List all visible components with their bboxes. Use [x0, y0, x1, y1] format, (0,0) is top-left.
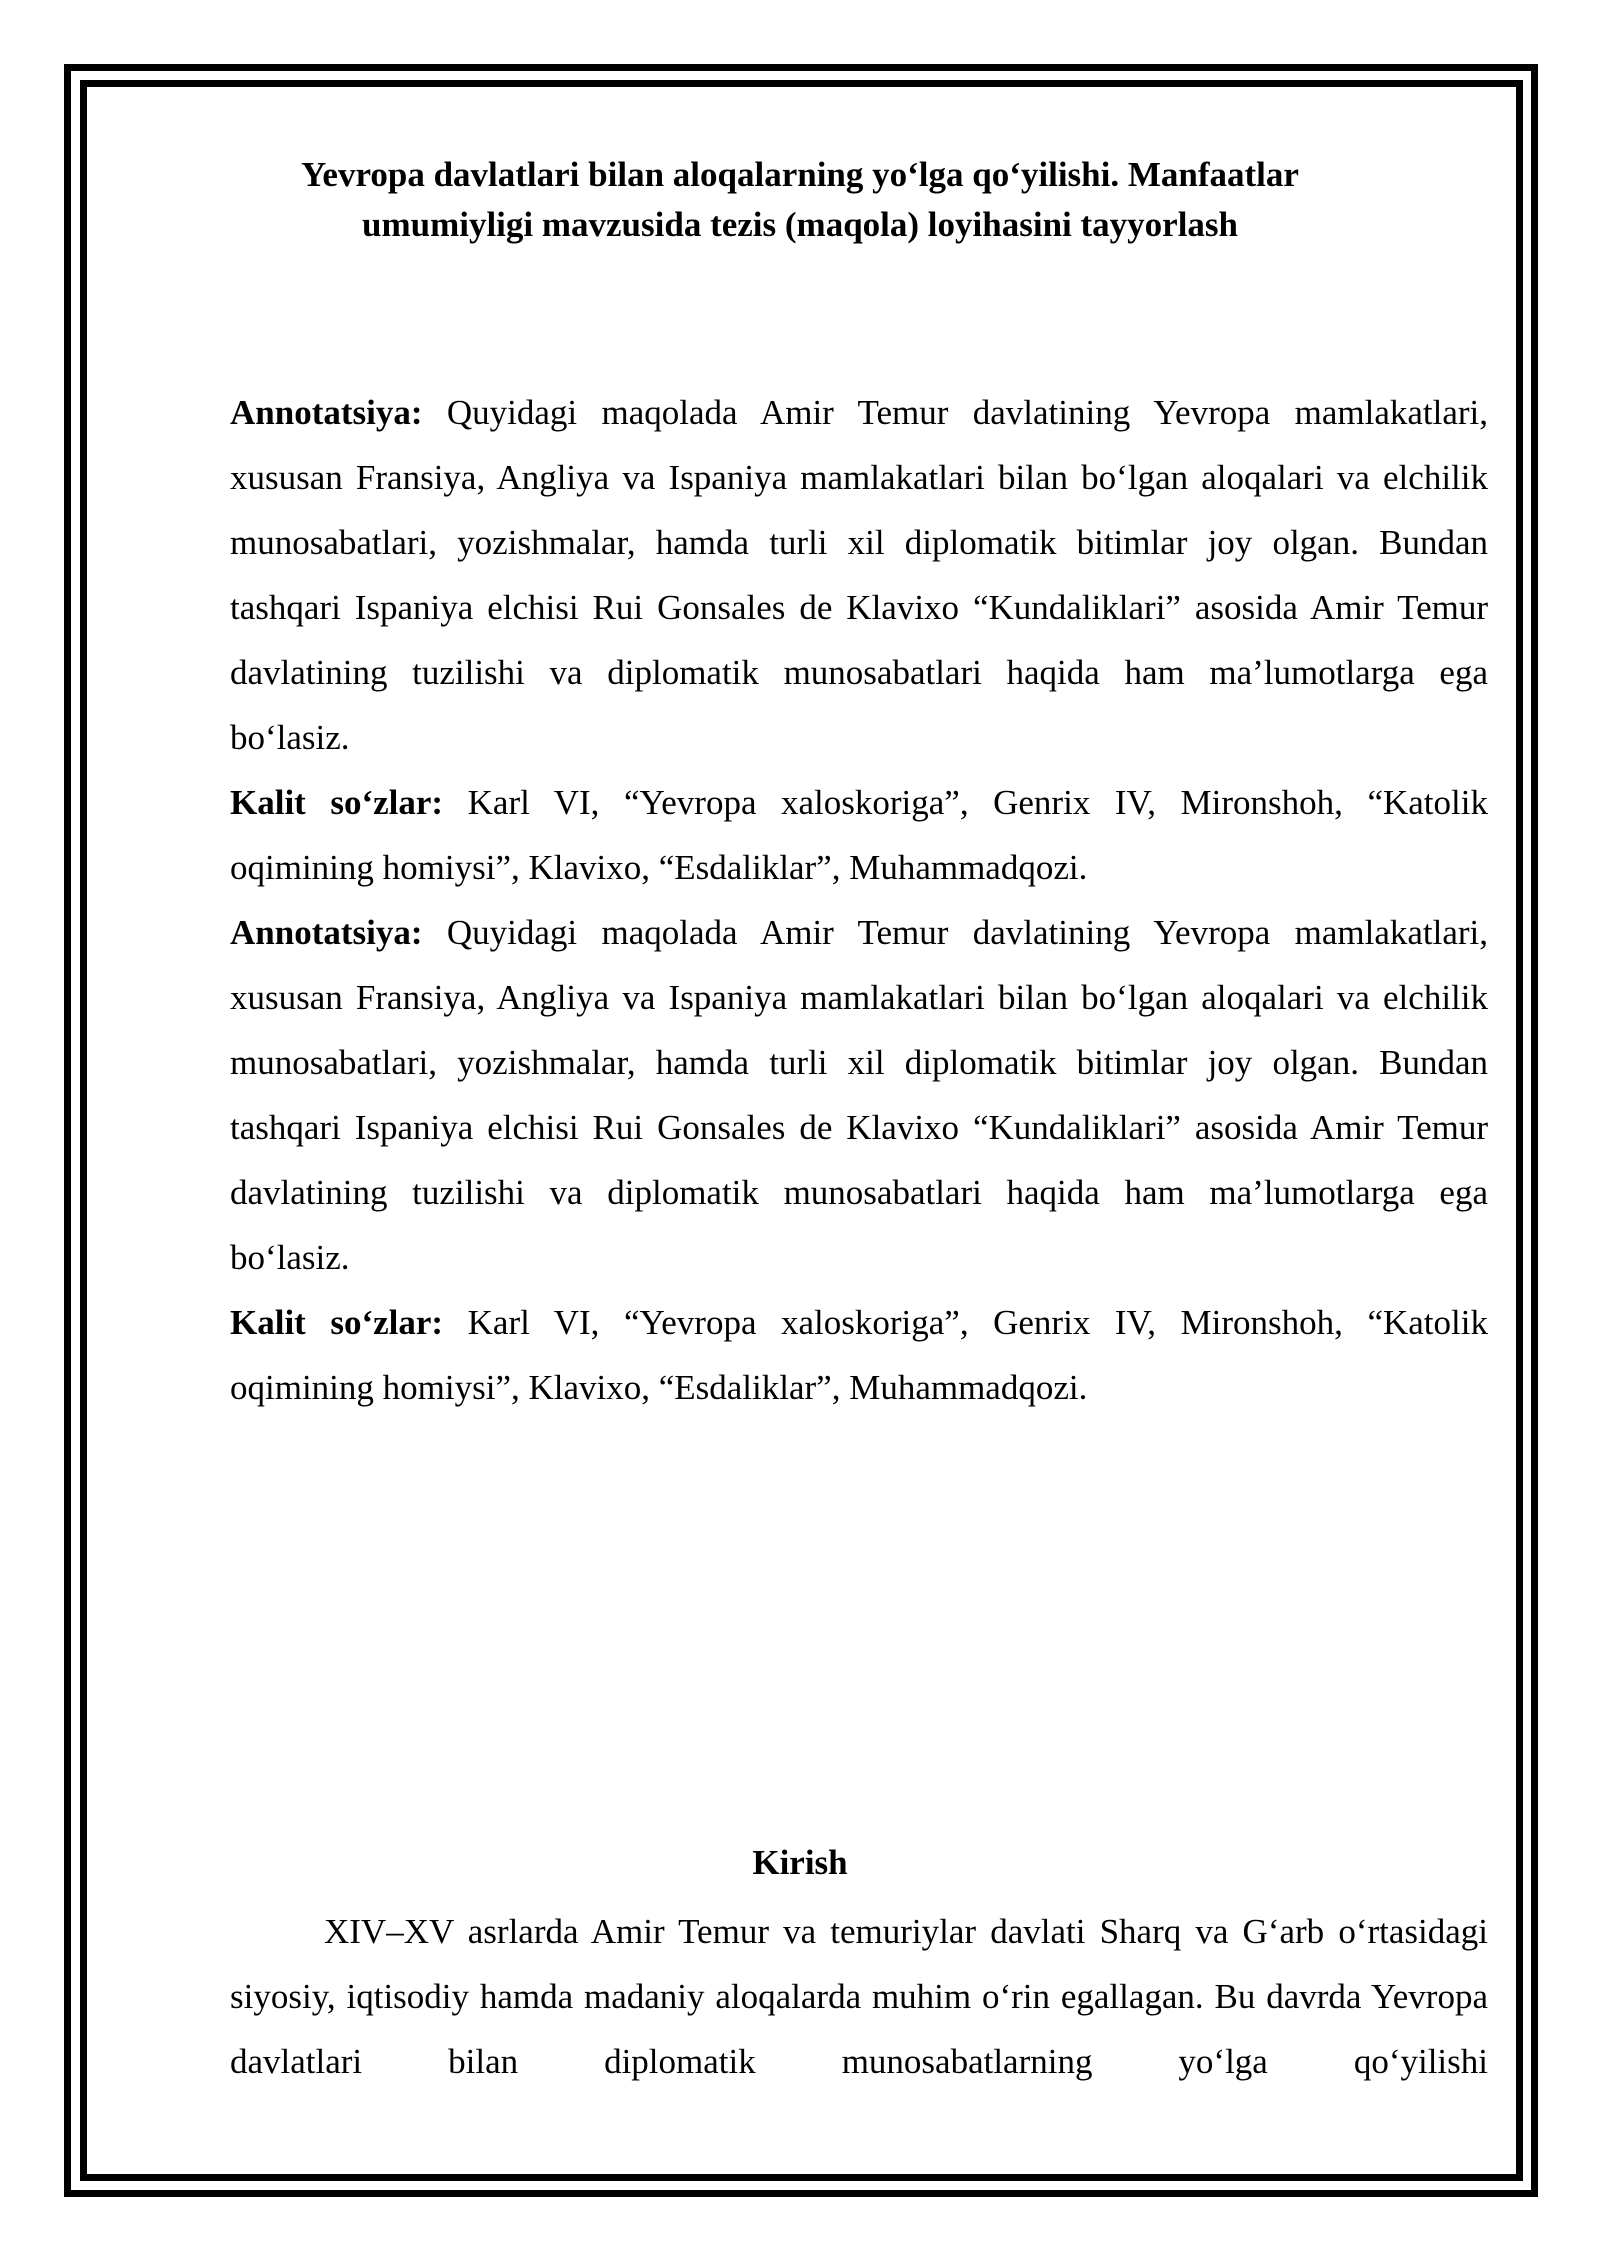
- annotation-paragraph: [230, 380, 1488, 770]
- document-title: Yevropa davlatlari bilan aloqalarning yo‘lga qo‘yilishi. Manfaatlar umumiyligi mavzusida tezis (maqola) loyihasini tayyorlash: [301, 155, 1299, 244]
- annotation-text: Quyidagi maqolada Amir Temur davlatining Yevropa mamlakatlari, xususan Fransiya, Angliya va Ispaniya mamlakatlari bilan bo‘lgan aloqalari va elchilik munosabatlari, yozishmalar, hamda turli xil diplomatik bitimlar joy olgan. Bundan tashqari Ispaniya elchisi Rui Gonsales de Klavixo “Kundaliklari” asosida Amir Temur davlatining tuzilishi va diplomatik munosabatlari haqida ham ma’lumotlarga ega bo‘lasiz.: [230, 913, 1488, 1277]
- section-heading: Kirish: [752, 1843, 848, 1882]
- intro-paragraph: XIV–XV asrlarda Amir Temur va temuriylar davlati Sharq va G‘arb o‘rtasidagi siyosiy, iqtisodiy hamda madaniy aloqalarda muhim o‘rin egallagan. Bu davrda Yevropa davlatlari bilan diplomatik munosabatlarning yo‘lga qo‘yilishi: [230, 1912, 1488, 2081]
- keywords-text: Karl VI, “Yevropa xaloskoriga”, Genrix IV, Mironshoh, “Katolik oqimining homiysi”, Klavixo, “Esdaliklar”, Muhammadqozi.: [230, 783, 1488, 887]
- annotation-label: Annotatsiya:: [230, 913, 423, 952]
- annotation-text: Quyidagi maqolada Amir Temur davlatining Yevropa mamlakatlari, xususan Fransiya, Angliya va Ispaniya mamlakatlari bilan bo‘lgan aloqalari va elchilik munosabatlari, yozishmalar, hamda turli xil diplomatik bitimlar joy olgan. Bundan tashqari Ispaniya elchisi Rui Gonsales de Klavixo “Kundaliklari” asosida Amir Temur davlatining tuzilishi va diplomatik munosabatlari haqida ham ma’lumotlarga ega bo‘lasiz.: [230, 393, 1488, 757]
- keywords-text: Karl VI, “Yevropa xaloskoriga”, Genrix IV, Mironshoh, “Katolik oqimining homiysi”, Klavixo, “Esdaliklar”, Muhammadqozi.: [230, 1303, 1488, 1407]
- keywords-paragraph: [230, 1290, 1488, 1420]
- keywords-label: Kalit so‘zlar:: [230, 1303, 444, 1342]
- keywords-paragraph: [230, 770, 1488, 900]
- annotation-paragraph: [230, 900, 1488, 1290]
- keywords-label: Kalit so‘zlar:: [230, 783, 444, 822]
- annotation-label: Annotatsiya:: [230, 393, 423, 432]
- abstract-section: [230, 380, 1488, 1420]
